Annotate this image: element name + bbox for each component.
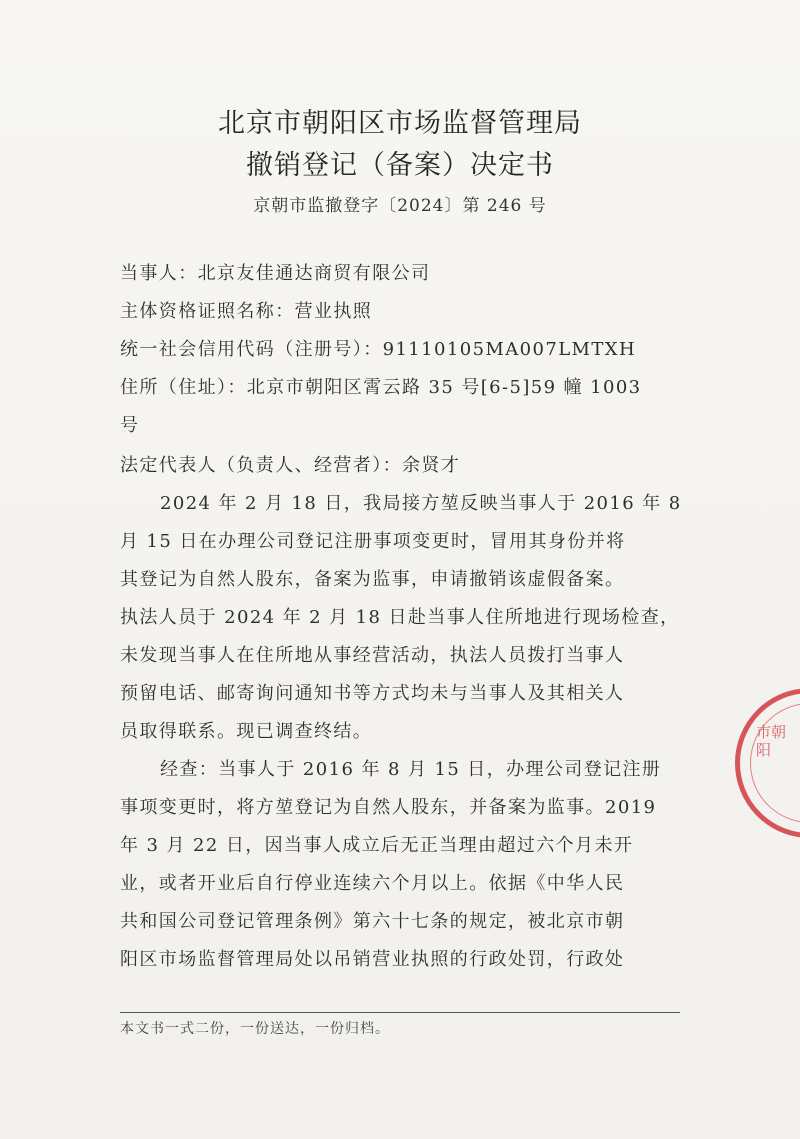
footer-note: 本文书一式二份，一份送达，一份归档。 <box>120 1021 390 1037</box>
credit-code-line: 统一社会信用代码（注册号）：91110105MA007LMTXH <box>120 339 637 360</box>
paragraph2-line: 经查：当事人于 2016 年 8 月 15 日，办理公司登记注册 <box>160 759 662 780</box>
official-seal-stamp <box>735 688 800 838</box>
seal-text: 市朝阳 <box>756 723 787 759</box>
footer-divider <box>120 1012 680 1013</box>
paragraph1-line: 2024 年 2 月 18 日，我局接方堃反映当事人于 2016 年 8 <box>160 493 682 514</box>
paragraph2-line: 事项变更时，将方堃登记为自然人股东，并备案为监事。2019 <box>120 797 657 818</box>
paragraph2-line: 阳区市场监督管理局处以吊销营业执照的行政处罚，行政处 <box>120 949 625 970</box>
address-line-1: 住所（住址）：北京市朝阳区霄云路 35 号[6-5]59 幢 1003 <box>120 377 642 398</box>
document-title-line2: 撤销登记（备案）决定书 <box>246 150 554 181</box>
license-name-line: 主体资格证照名称：营业执照 <box>120 301 373 322</box>
document-title-line1: 北京市朝阳区市场监督管理局 <box>218 108 582 139</box>
seal-inner-ring <box>750 703 800 823</box>
paragraph2-line: 年 3 月 22 日，因当事人成立后无正当理由超过六个月未开 <box>120 835 634 856</box>
paragraph1-line: 执法人员于 2024 年 2 月 18 日赴当事人住所地进行现场检查， <box>120 607 680 628</box>
paragraph2-line: 业，或者开业后自行停业连续六个月以上。依据《中华人民 <box>120 873 625 894</box>
paragraph1-line: 预留电话、邮寄询问通知书等方式均未与当事人及其相关人 <box>120 683 625 704</box>
address-line-2: 号 <box>120 415 140 436</box>
paragraph1-line: 其登记为自然人股东，备案为监事，申请撤销该虚假备案。 <box>120 569 625 590</box>
document-number: 京朝市监撤登字〔2024〕第 246 号 <box>253 196 547 216</box>
party-line: 当事人：北京友佳通达商贸有限公司 <box>120 263 431 284</box>
paragraph1-line: 未发现当事人在住所地从事经营活动，执法人员拨打当事人 <box>120 645 625 666</box>
paragraph1-line: 员取得联系。现已调查终结。 <box>120 721 373 742</box>
paragraph2-line: 共和国公司登记管理条例》第六十七条的规定，被北京市朝 <box>120 911 625 932</box>
paragraph1-line: 月 15 日在办理公司登记注册事项变更时，冒用其身份并将 <box>120 531 626 552</box>
legal-representative-line: 法定代表人（负责人、经营者）：余贤才 <box>120 455 461 476</box>
